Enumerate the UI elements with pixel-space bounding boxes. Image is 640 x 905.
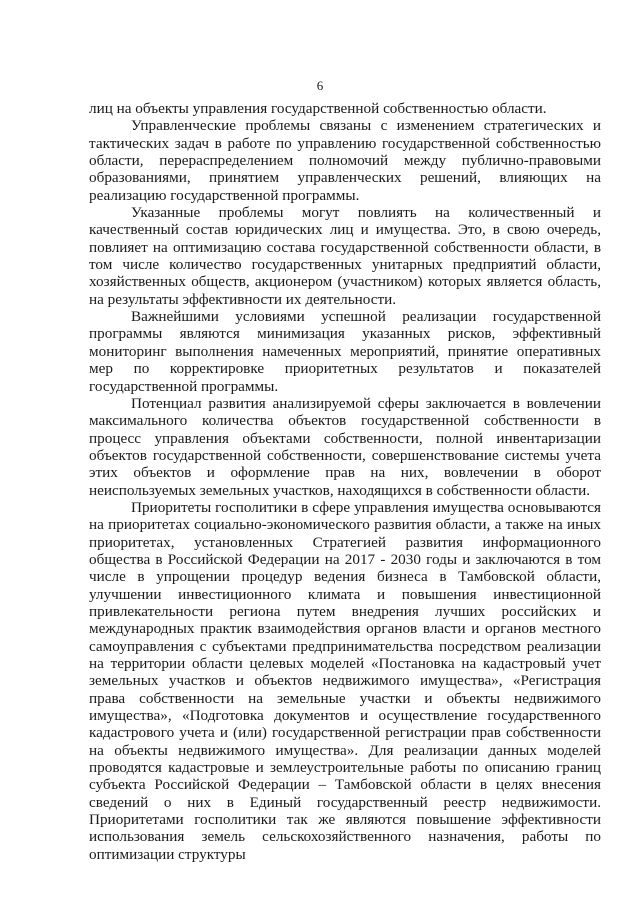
paragraph: Потенциал развития анализируемой сферы заключается в вовлечении максимального количества объектов государственной собственности в процесс управления объектами собственности, полной инвентаризации объектов государственной собственности, совершенствование системы учета этих объектов и оформление прав на них, вовлечении в оборот неиспользуемых земельных участков, находящихся в собственности области. [89, 394, 601, 499]
paragraph: Управленческие проблемы связаны с изменением стратегических и тактических задач в работе по управлению государственной собственностью области, перераспределением полномочий между публично-правовыми образованиями, принятием управленческих решений, влияющих на реализацию государственной программы. [89, 117, 601, 204]
paragraph: Указанные проблемы могут повлиять на количественный и качественный состав юридических лиц и имущества. Это, в свою очередь, повлияет на оптимизацию состава государственной собственности области, в том числе количество государственных унитарных предприятий области, хозяйственных обществ, акционером (участником) которых является область, на результаты эффективности их деятельности. [89, 204, 601, 308]
paragraph-continuation: лиц на объекты управления государственной собственностью области. [89, 100, 547, 117]
paragraph: Приоритеты госполитики в сфере управления имущества основываются на приоритетах социально-экономического развития области, а также на иных приоритетах, установленных Стратегией развития информационного общества в Российской Федерации на 2017 - 2030 годы и заключаются в том числе в упрощении процедур ведения бизнеса в Тамбовской области, улучшении инвестиционного климата и повышения инвестиционной привлекательности региона путем внедрения лучших российских и международных практик взаимодействия органов власти и органов местного самоуправления с субъектами предпринимательства посредством реализации на территории области целевых моделей «Постановка на кадастровый учет земельных участков и объектов недвижимого имущества», «Регистрация права собственности на земельные участки и объекты недвижимого имущества», «Подготовка документов и осуществление государственного кадастрового учета и (или) государственной регистрации прав собственности на объекты недвижимого имущества». Для реализации данных моделей проводятся кадастровые и землеустроительные работы по описанию границ субъекта Российской Федерации – Тамбовской области в целях внесения сведений о них в Единый государственный реестр недвижимости. Приоритетами госполитики так же являются повышение эффективности использования земель сельскохозяйственного назначения, работы по оптимизации структуры [89, 498, 601, 863]
body-text [89, 100, 601, 863]
page-number: 6 [316, 78, 324, 93]
paragraph: Важнейшими условиями успешной реализации государственной программы являются минимизация указанных рисков, эффективный мониторинг выполнения намеченных мероприятий, принятие оперативных мер по корректировке приоритетных результатов и показателей государственной программы. [89, 308, 601, 395]
